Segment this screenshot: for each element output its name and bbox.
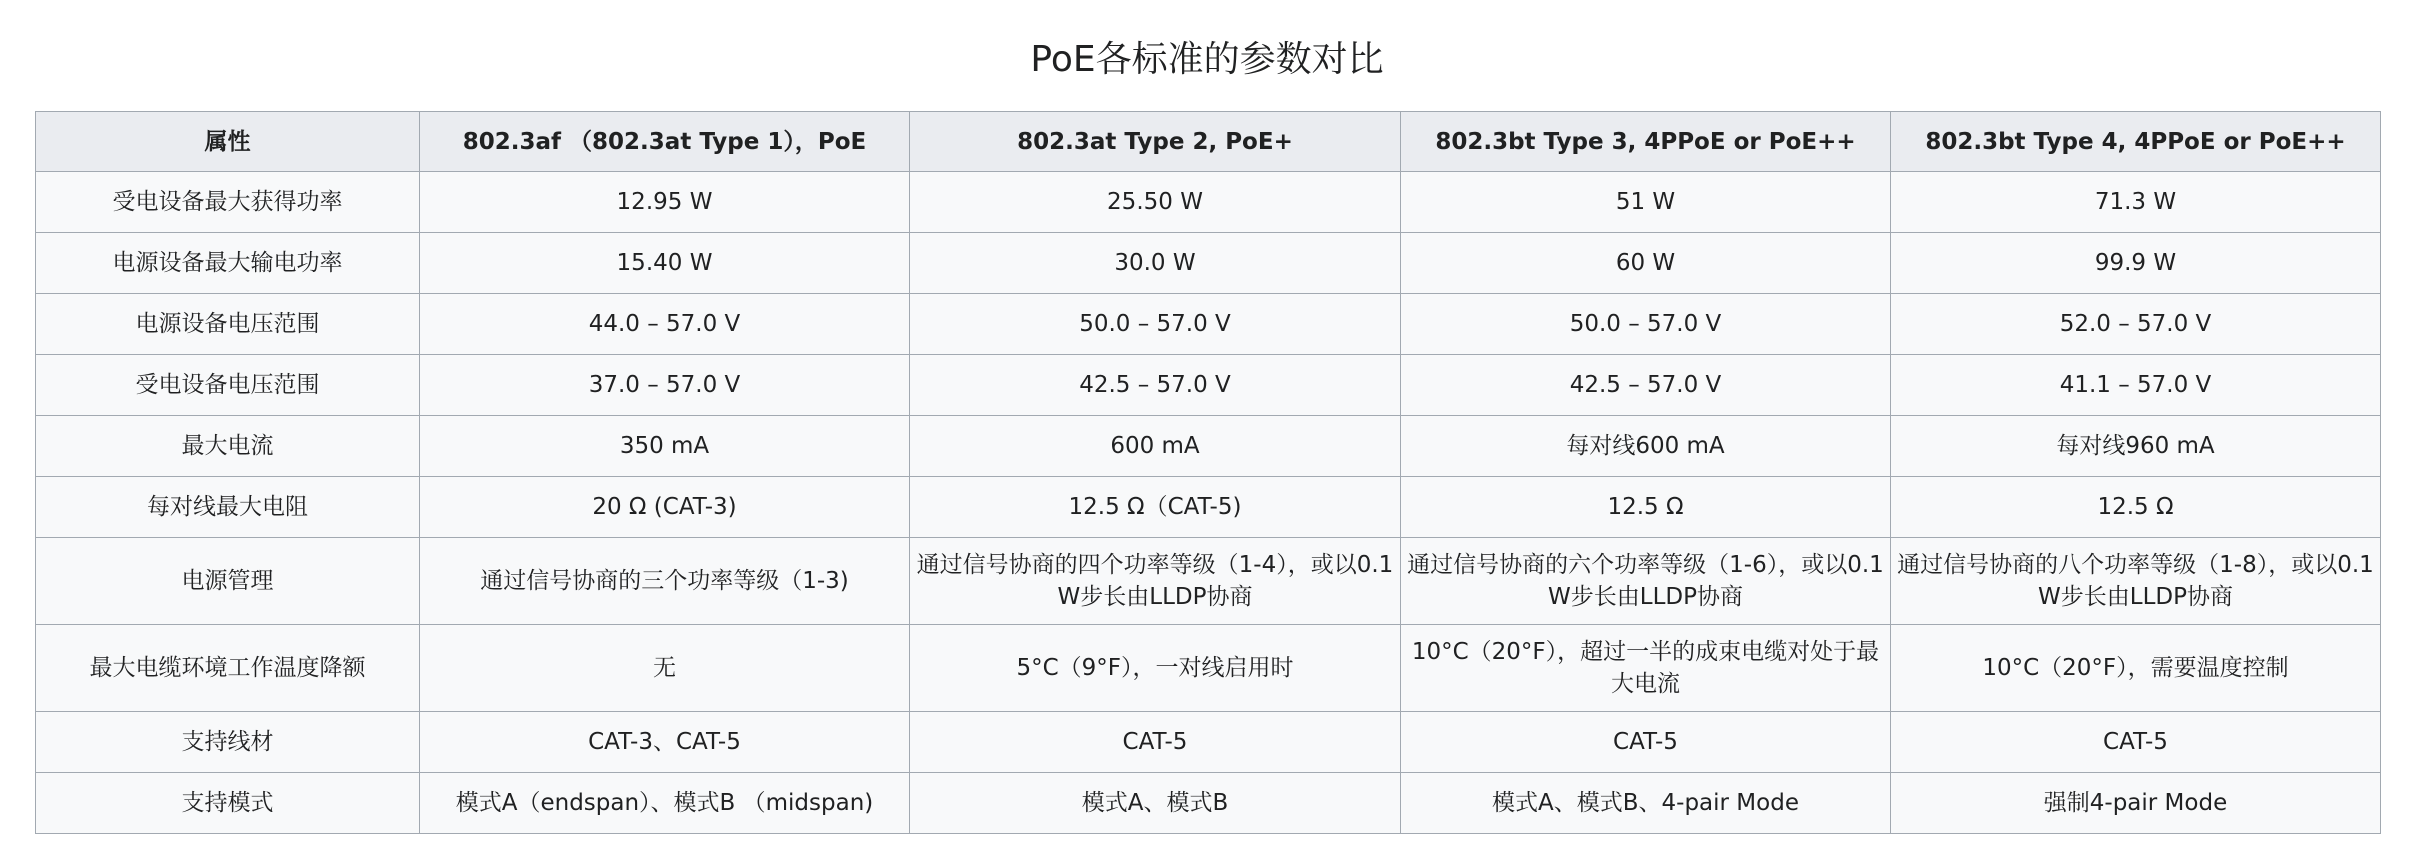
table-row <box>36 477 2381 538</box>
row-label: 支持线材 <box>36 712 420 773</box>
table-cell: 12.95 W <box>420 172 910 233</box>
table-row <box>36 294 2381 355</box>
table-cell: 71.3 W <box>1891 172 2381 233</box>
row-label: 电源管理 <box>36 538 420 625</box>
table-cell: 12.5 Ω <box>1401 477 1891 538</box>
table-row <box>36 416 2381 477</box>
row-label: 每对线最大电阻 <box>36 477 420 538</box>
table-cell: 模式A、模式B <box>910 773 1401 834</box>
table-cell: CAT-3、CAT-5 <box>420 712 910 773</box>
table-cell: 50.0 – 57.0 V <box>910 294 1401 355</box>
table-row <box>36 773 2381 834</box>
table-cell: 通过信号协商的六个功率等级（1-6），或以0.1 W步长由LLDP协商 <box>1401 538 1891 625</box>
table-row <box>36 233 2381 294</box>
table-cell: 通过信号协商的八个功率等级（1-8），或以0.1 W步长由LLDP协商 <box>1891 538 2381 625</box>
table-cell: 12.5 Ω（CAT-5) <box>910 477 1401 538</box>
header-802-3bt-type4: 802.3bt Type 4, 4PPoE or PoE++ <box>1891 112 2381 172</box>
table-cell: 模式A、模式B、4-pair Mode <box>1401 773 1891 834</box>
row-label: 电源设备最大输电功率 <box>36 233 420 294</box>
table-row <box>36 538 2381 625</box>
table-cell: 42.5 – 57.0 V <box>910 355 1401 416</box>
table-cell: 50.0 – 57.0 V <box>1401 294 1891 355</box>
table-cell: 30.0 W <box>910 233 1401 294</box>
table-cell: 41.1 – 57.0 V <box>1891 355 2381 416</box>
table-cell: 15.40 W <box>420 233 910 294</box>
header-802-3af: 802.3af （802.3at Type 1），PoE <box>420 112 910 172</box>
row-label: 受电设备最大获得功率 <box>36 172 420 233</box>
table-cell: 模式A（endspan）、模式B （midspan) <box>420 773 910 834</box>
table-cell: CAT-5 <box>910 712 1401 773</box>
table-cell: 10°C（20°F），需要温度控制 <box>1891 625 2381 712</box>
table-cell: 强制4-pair Mode <box>1891 773 2381 834</box>
table-cell: CAT-5 <box>1891 712 2381 773</box>
table-cell: 无 <box>420 625 910 712</box>
page-title: PoE各标准的参数对比 <box>1030 39 1384 80</box>
row-label: 最大电流 <box>36 416 420 477</box>
poe-comparison-table <box>35 111 2381 834</box>
table-cell: 5°C（9°F），一对线启用时 <box>910 625 1401 712</box>
row-label: 电源设备电压范围 <box>36 294 420 355</box>
table-header-row <box>36 112 2381 172</box>
table-cell: CAT-5 <box>1401 712 1891 773</box>
table-cell: 600 mA <box>910 416 1401 477</box>
table-cell: 每对线960 mA <box>1891 416 2381 477</box>
row-label: 最大电缆环境工作温度降额 <box>36 625 420 712</box>
table-cell: 37.0 – 57.0 V <box>420 355 910 416</box>
table-cell: 99.9 W <box>1891 233 2381 294</box>
table-cell: 每对线600 mA <box>1401 416 1891 477</box>
table-cell: 12.5 Ω <box>1891 477 2381 538</box>
row-label: 受电设备电压范围 <box>36 355 420 416</box>
table-cell: 通过信号协商的四个功率等级（1-4），或以0.1 W步长由LLDP协商 <box>910 538 1401 625</box>
table-cell: 通过信号协商的三个功率等级（1-3) <box>420 538 910 625</box>
table-cell: 25.50 W <box>910 172 1401 233</box>
table-cell: 10°C（20°F），超过一半的成束电缆对处于最大电流 <box>1401 625 1891 712</box>
header-attribute: 属性 <box>36 112 420 172</box>
table-cell: 44.0 – 57.0 V <box>420 294 910 355</box>
header-802-3bt-type3: 802.3bt Type 3, 4PPoE or PoE++ <box>1401 112 1891 172</box>
table-row <box>36 625 2381 712</box>
table-cell: 51 W <box>1401 172 1891 233</box>
table-row <box>36 712 2381 773</box>
table-cell: 350 mA <box>420 416 910 477</box>
header-802-3at-type2: 802.3at Type 2, PoE+ <box>910 112 1401 172</box>
row-label: 支持模式 <box>36 773 420 834</box>
table-cell: 42.5 – 57.0 V <box>1401 355 1891 416</box>
table-cell: 52.0 – 57.0 V <box>1891 294 2381 355</box>
table-row <box>36 172 2381 233</box>
table-cell: 60 W <box>1401 233 1891 294</box>
table-row <box>36 355 2381 416</box>
table-cell: 20 Ω (CAT-3) <box>420 477 910 538</box>
